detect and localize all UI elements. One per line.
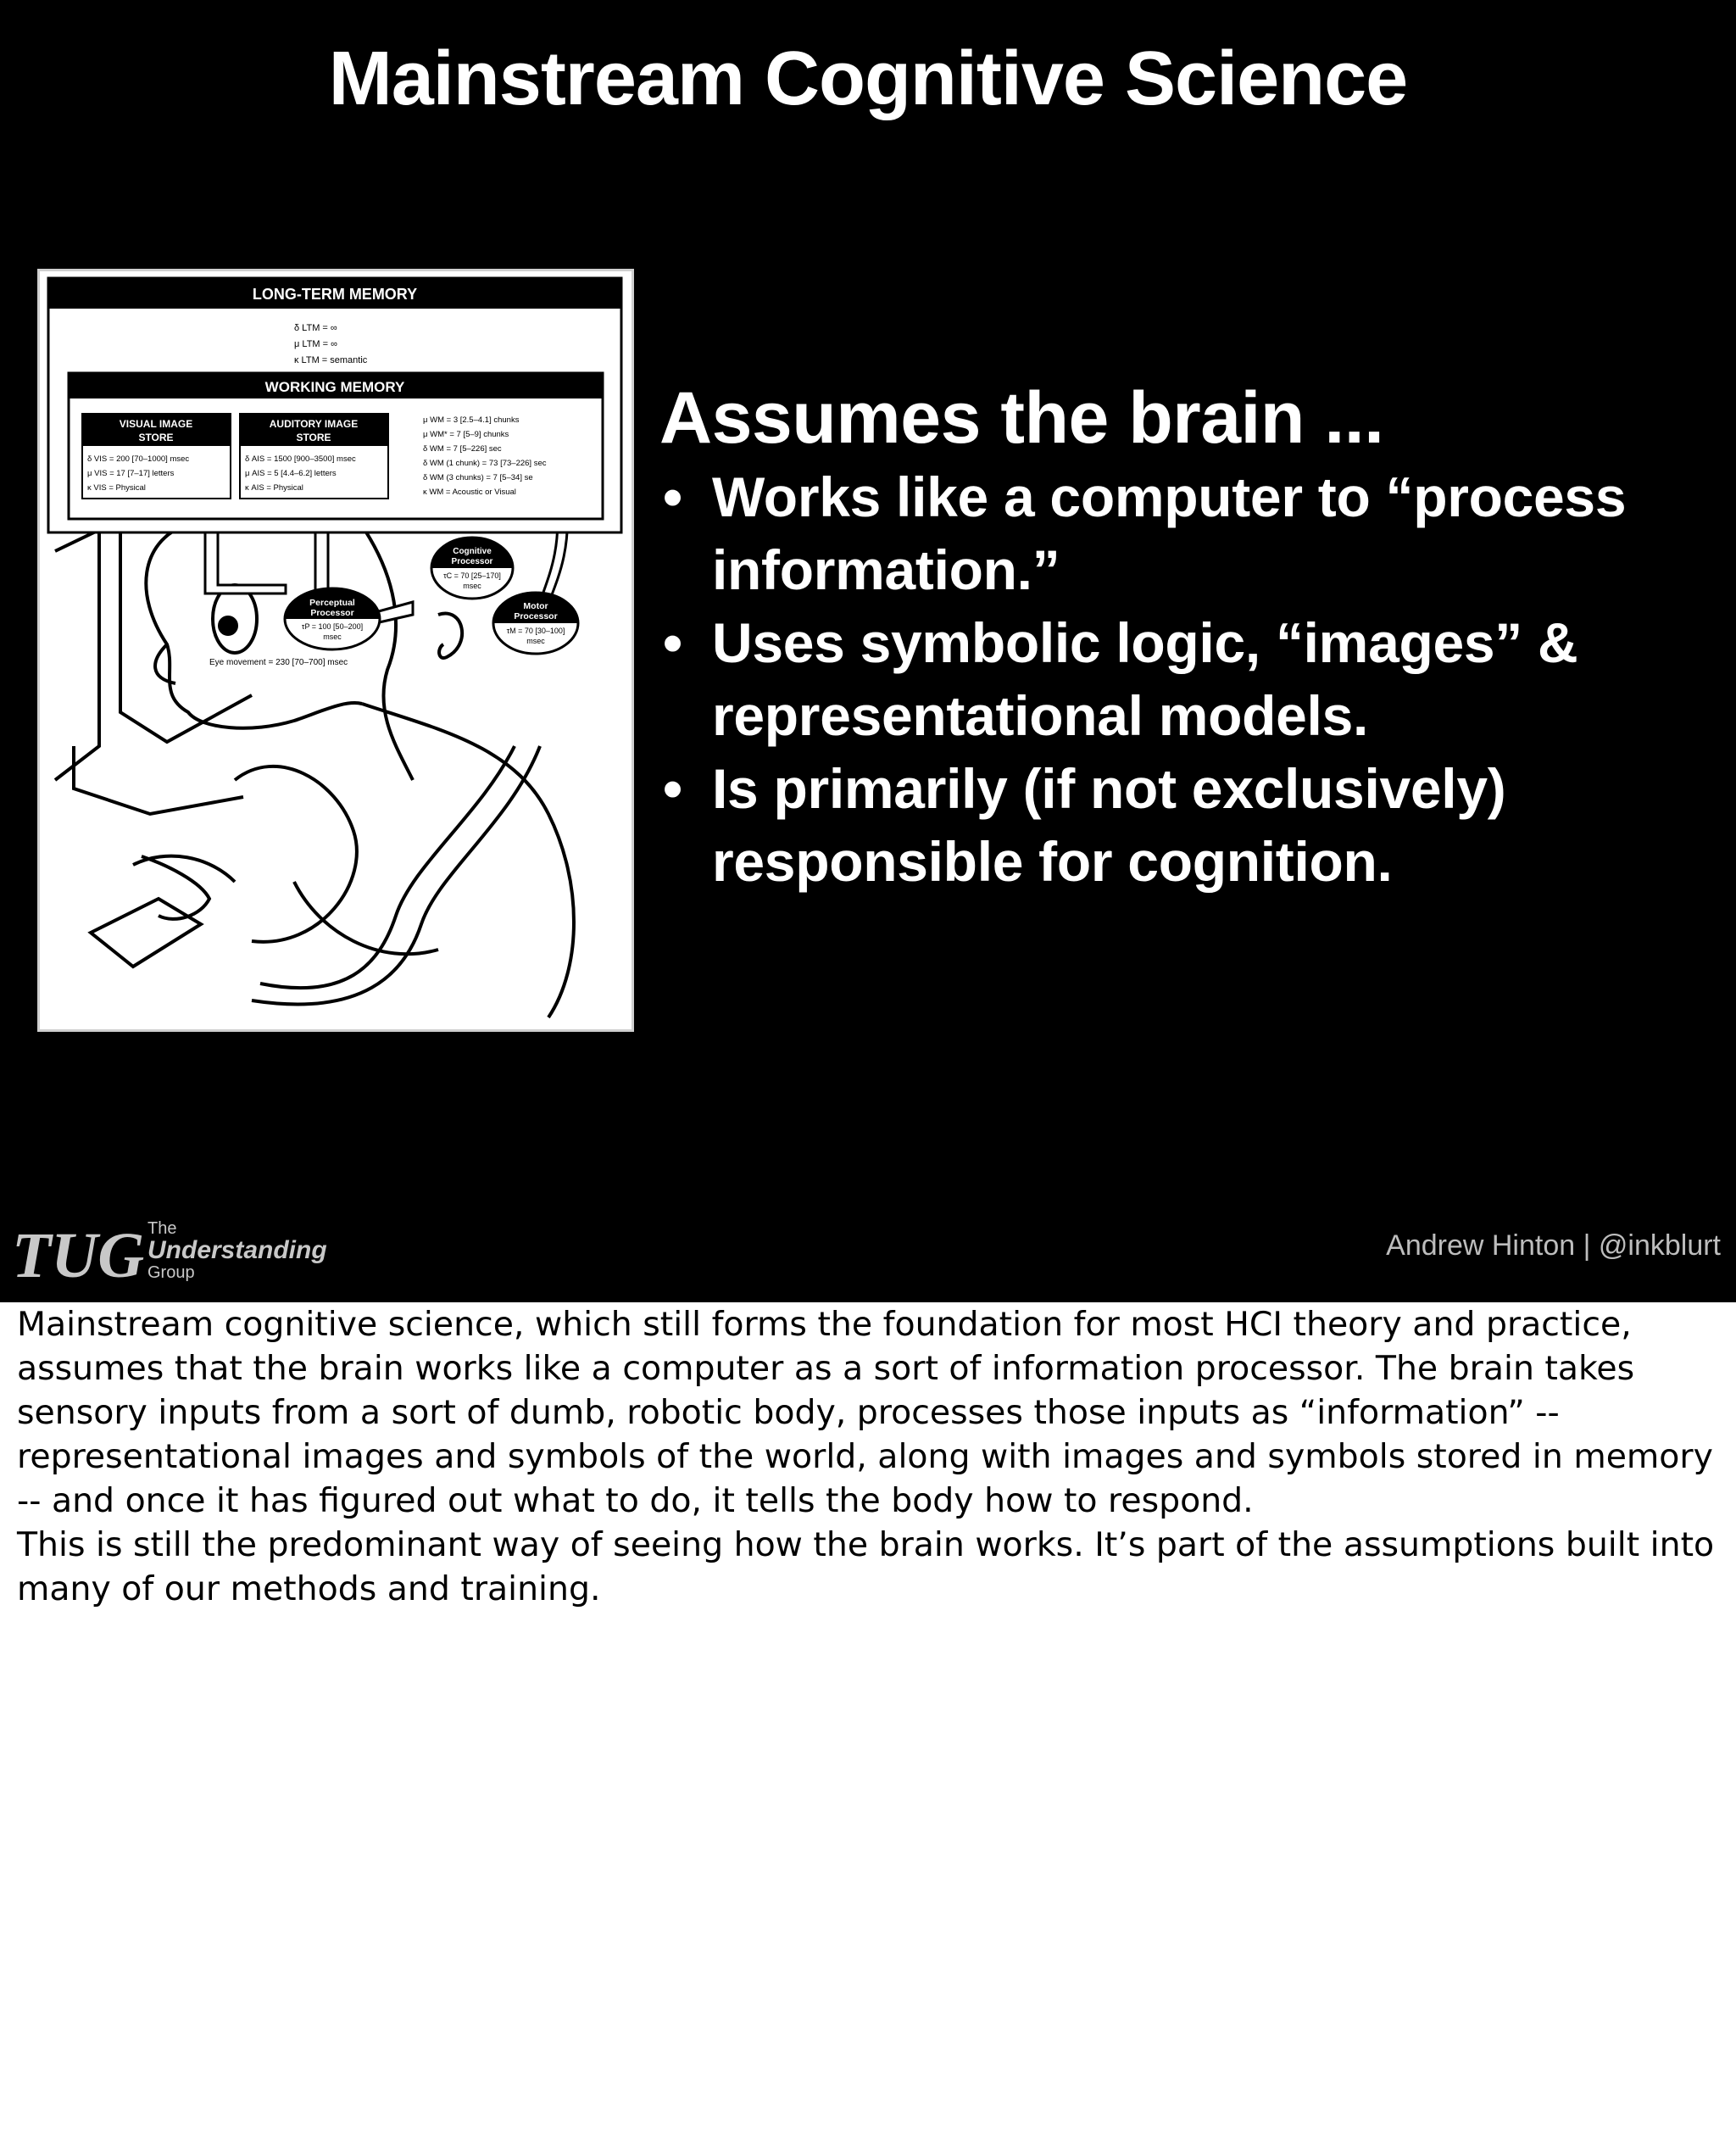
- aud-param: κ AIS = Physical: [245, 483, 303, 493]
- tug-logo-icon: [12, 1223, 147, 1284]
- logo-wordmark: [147, 1219, 327, 1282]
- bullet-item: [659, 606, 1702, 752]
- cog-param: τC = 70 [25–170]: [443, 571, 501, 580]
- bullet-text: Uses symbolic logic, “images” & representational models.: [712, 611, 1578, 748]
- motor-label: Motor: [523, 601, 548, 611]
- bullet-item: [659, 752, 1702, 898]
- author-credit: Andrew Hinton | @inkblurt: [1386, 1229, 1721, 1262]
- motor-label: Processor: [514, 611, 558, 621]
- ltm-param: κ LTM = semantic: [294, 355, 368, 365]
- perc-param: msec: [323, 633, 342, 641]
- logo-line: Group: [147, 1263, 195, 1282]
- logo-line: The: [147, 1219, 177, 1238]
- cog-label: Processor: [451, 557, 493, 566]
- eye-movement-label: Eye movement = 230 [70–700] msec: [209, 658, 348, 667]
- notes-paragraph: This is still the predominant way of seeing how the brain works. It’s part of the assumptions built into many of our methods and training.: [17, 1525, 1715, 1608]
- wm-param: δ WM = 7 [5–226] sec: [423, 444, 502, 454]
- wm-param: μ WM* = 7 [5–9] chunks: [423, 430, 509, 439]
- aud-param: δ AIS = 1500 [900–3500] msec: [245, 454, 356, 464]
- wm-param: δ WM (3 chunks) = 7 [5–34] se: [423, 473, 533, 482]
- model-human-processor-figure: [37, 269, 634, 1032]
- vis-param: κ VIS = Physical: [87, 483, 146, 493]
- bullet-text: Is primarily (if not exclusively) responsible for cognition.: [712, 757, 1506, 894]
- aud-title-line: STORE: [296, 432, 331, 443]
- slide-title: Mainstream Cognitive Science: [328, 36, 1408, 121]
- understanding-group-logo: [12, 1219, 334, 1287]
- bullet-item: [659, 460, 1702, 606]
- wm-param: μ WM = 3 [2.5–4.1] chunks: [423, 415, 520, 425]
- bullet-text: Works like a computer to “process information.”: [712, 465, 1627, 602]
- aud-param: μ AIS = 5 [4.4–6.2] letters: [245, 469, 337, 478]
- ltm-param: δ LTM = ∞: [294, 323, 337, 333]
- motor-param: τM = 70 [30–100]: [506, 627, 565, 635]
- ltm-param: μ LTM = ∞: [294, 339, 337, 349]
- vis-param: μ VIS = 17 [7–17] letters: [87, 469, 175, 478]
- bullet-dot-icon: •: [663, 757, 682, 821]
- speaker-notes: [17, 1302, 1721, 1611]
- wm-param: κ WM = Acoustic or Visual: [423, 488, 516, 497]
- wm-title: WORKING MEMORY: [264, 379, 405, 395]
- bullet-dot-icon: •: [663, 611, 682, 675]
- notes-paragraph: Mainstream cognitive science, which still forms the foundation for most HCI theory and practice, assumes that the brain works like a computer as a sort of information processor. The brain takes sensory inputs from a sort of dumb, robotic body, processes those inputs as “information” -- representational images and symbols of the world, along with images and symbols stored in memory -- and once it has figured out what to do, it tells the body how to respond.: [17, 1305, 1713, 1520]
- perc-label: Processor: [310, 608, 354, 618]
- cog-param: msec: [463, 582, 481, 590]
- bullets-heading: Assumes the brain ...: [659, 377, 1384, 459]
- logo-mark: TUG: [12, 1223, 145, 1284]
- vis-param: δ VIS = 200 [70–1000] msec: [87, 454, 190, 464]
- cog-label: Cognitive: [453, 547, 492, 556]
- ltm-title: LONG-TERM MEMORY: [252, 286, 418, 303]
- vis-title-line: STORE: [138, 432, 174, 443]
- motor-param: msec: [526, 637, 545, 645]
- perc-param: τP = 100 [50–200]: [301, 622, 364, 631]
- perc-label: Perceptual: [309, 598, 355, 608]
- figure-drawing: [40, 271, 632, 1029]
- logo-line: Understanding: [147, 1236, 327, 1264]
- bullet-list: [659, 460, 1702, 898]
- bullet-block: [659, 377, 1702, 898]
- bullet-dot-icon: •: [663, 465, 682, 529]
- aud-title-line: AUDITORY IMAGE: [269, 418, 359, 430]
- vis-title-line: VISUAL IMAGE: [119, 418, 193, 430]
- wm-param: δ WM (1 chunk) = 73 [73–226] sec: [423, 459, 547, 468]
